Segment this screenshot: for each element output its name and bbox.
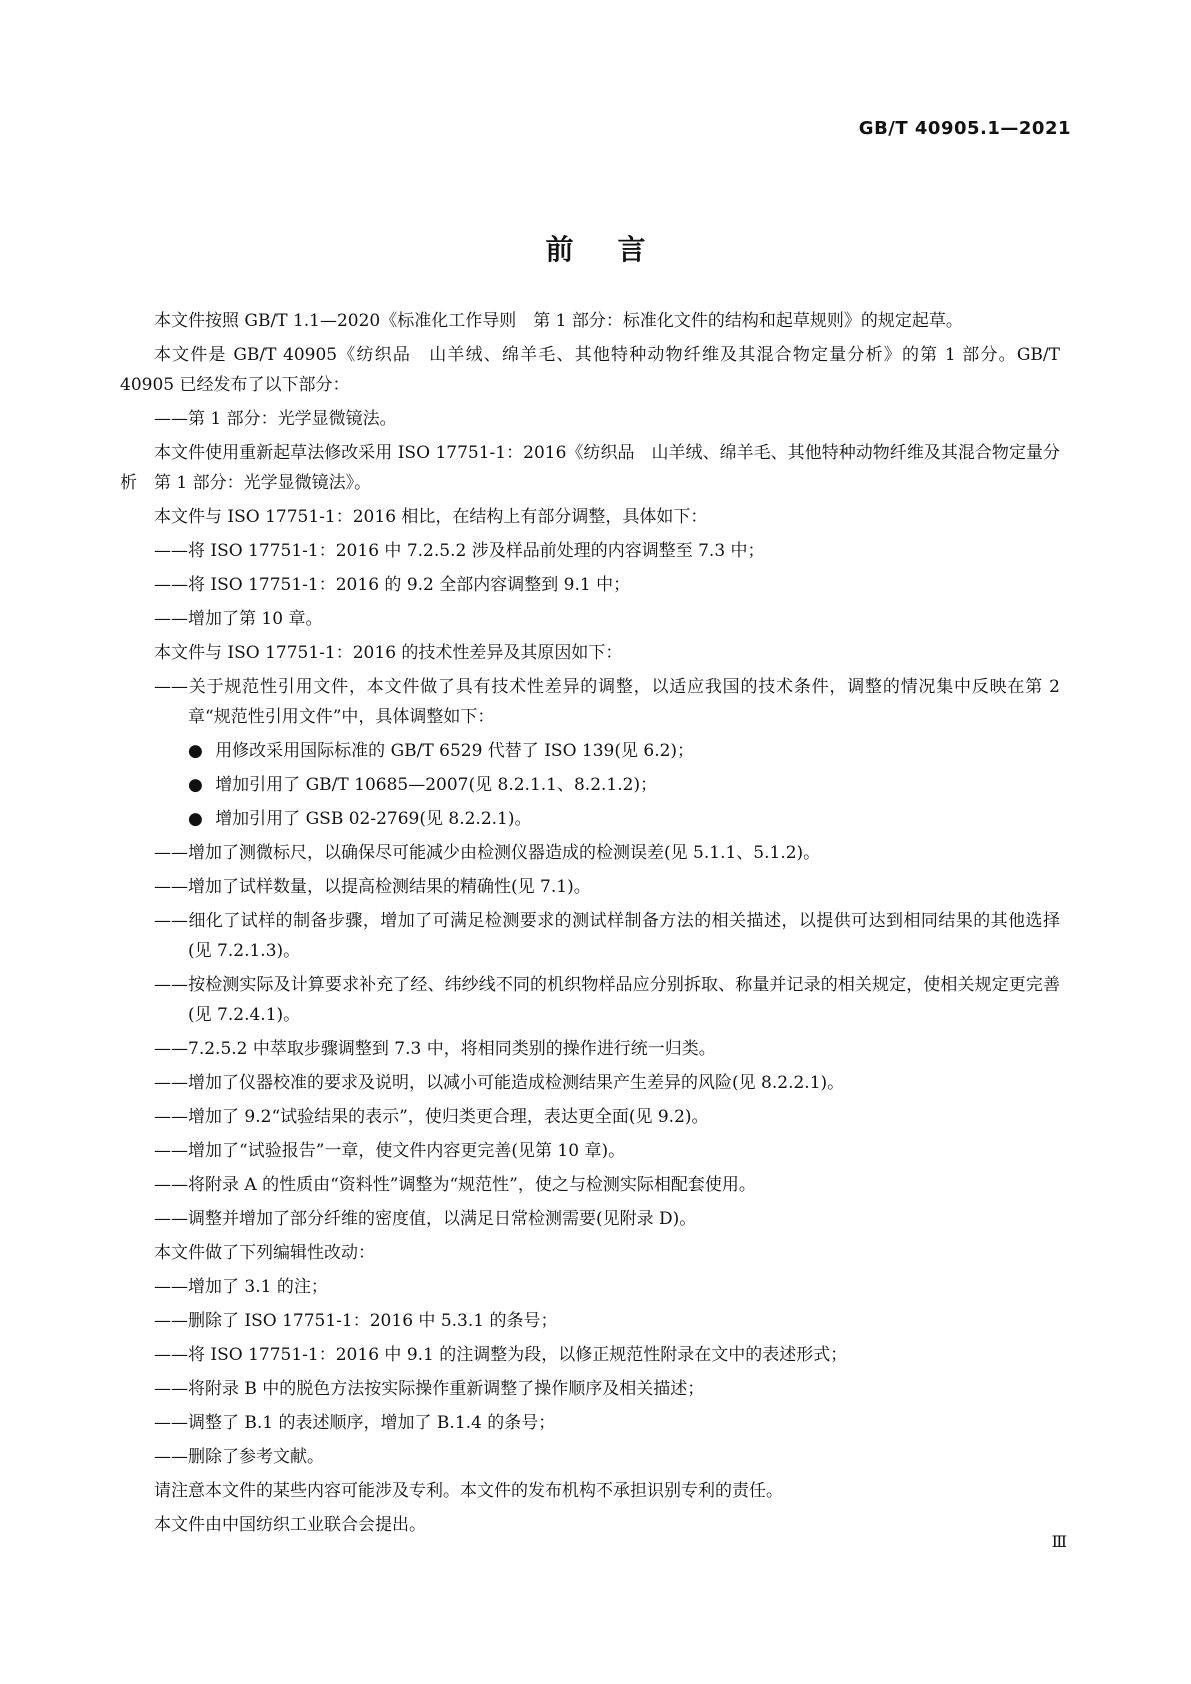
dash-list-item: ——调整了 B.1 的表述顺序，增加了 B.1.4 的条号； [154,1413,556,1433]
paragraph: 本文件使用重新起草法修改采用 ISO 17751-1：2016《纺织品 山羊绒、绵羊毛、其他特种动物纤维及其混合物定量分析 第 1 部分：光学显微镜法》。 [120,443,1060,493]
dash-list-item: ——删除了参考文献。 [154,1447,324,1467]
dash-list-item: ——增加了仪器校准的要求及说明，以减小可能造成检测结果产生差异的风险(见 8.2.2.1)。 [154,1073,845,1093]
bullet-icon: ● [188,809,203,829]
document-body [120,306,1060,1544]
paragraph: 请注意本文件的某些内容可能涉及专利。本文件的发布机构不承担识别专利的责任。 [154,1481,783,1501]
dash-list-item: ——将附录 A 的性质由“资料性”调整为“规范性”，使之与检测实际相配套使用。 [154,1175,756,1195]
dash-list-item: ——增加了 3.1 的注； [154,1277,328,1297]
bullet-item [188,736,1060,766]
dash-list-item: ——将 ISO 17751-1：2016 中 9.1 的注调整为段，以修正规范性附录在文中的表述形式； [154,1345,848,1365]
dash-list-item: ——增加了测微标尺，以确保尽可能减少由检测仪器造成的检测误差(见 5.1.1、5.1.2)。 [154,843,821,863]
page-number: Ⅲ [1051,1532,1067,1551]
dash-list-item: ——关于规范性引用文件，本文件做了具有技术性差异的调整，以适应我国的技术条件，调整的情况集中反映在第 2 章“规范性引用文件”中，具体调整如下： [154,677,1060,727]
paragraph: 本文件是 GB/T 40905《纺织品 山羊绒、绵羊毛、其他特种动物纤维及其混合物定量分析》的第 1 部分。GB/T 40905 已经发布了以下部分： [120,345,1060,395]
dash-list-item: ——7.2.5.2 中萃取步骤调整到 7.3 中，将相同类别的操作进行统一归类。 [154,1039,716,1059]
paragraph: 本文件按照 GB/T 1.1—2020《标准化工作导则 第 1 部分：标准化文件的结构和起草规则》的规定起草。 [154,311,963,331]
dash-list-item: ——增加了第 10 章。 [154,609,323,629]
dash-list-item: ——调整并增加了部分纤维的密度值，以满足日常检测需要(见附录 D)。 [154,1209,697,1229]
paragraph: 本文件做了下列编辑性改动： [154,1243,375,1263]
dash-list-item: ——将 ISO 17751-1：2016 中 7.2.5.2 涉及样品前处理的内容调整至 7.3 中； [154,541,765,561]
bullet-icon: ● [188,741,203,761]
paragraph: 本文件与 ISO 17751-1：2016 相比，在结构上有部分调整，具体如下： [154,507,708,527]
bullet-text: 用修改采用国际标准的 GB/T 6529 代替了 ISO 139(见 6.2)； [215,741,695,761]
dash-list-item: ——删除了 ISO 17751-1：2016 中 5.3.1 的条号； [154,1311,558,1331]
dash-list-item: ——增加了“试验报告”一章，使文件内容更完善(见第 10 章)。 [154,1141,626,1161]
bullet-text: 增加引用了 GSB 02-2769(见 8.2.2.1)。 [215,809,532,829]
dash-list-item: ——按检测实际及计算要求补充了经、纬纱线不同的机织物样品应分别拆取、称量并记录的相关规定，使相关规定更完善(见 7.2.4.1)。 [154,975,1060,1025]
bullet-icon: ● [188,775,203,795]
dash-list-item: ——将附录 B 中的脱色方法按实际操作重新调整了操作顺序及相关描述； [154,1379,705,1399]
page-title: 前言 [545,233,690,266]
bullet-item [188,770,1060,800]
paragraph: 本文件由中国纺织工业联合会提出。 [154,1515,426,1535]
dash-list-item: ——增加了试样数量，以提高检测结果的精确性(见 7.1)。 [154,877,591,897]
document-code: GB/T 40905.1—2021 [858,118,1071,139]
dash-list-item: ——细化了试样的制备步骤，增加了可满足检测要求的测试样制备方法的相关描述，以提供可达到相同结果的其他选择(见 7.2.1.3)。 [154,911,1060,961]
paragraph: 本文件与 ISO 17751-1：2016 的技术性差异及其原因如下： [154,643,623,663]
bullet-item [188,804,1060,834]
bullet-text: 增加引用了 GB/T 10685—2007(见 8.2.1.1、8.2.1.2)； [215,775,658,795]
dash-list-item: ——将 ISO 17751-1：2016 的 9.2 全部内容调整到 9.1 中； [154,575,631,595]
dash-list-item: ——第 1 部分：光学显微镜法。 [154,409,397,429]
dash-list-item: ——增加了 9.2“试验结果的表示”，使归类更合理，表达更全面(见 9.2)。 [154,1107,709,1127]
